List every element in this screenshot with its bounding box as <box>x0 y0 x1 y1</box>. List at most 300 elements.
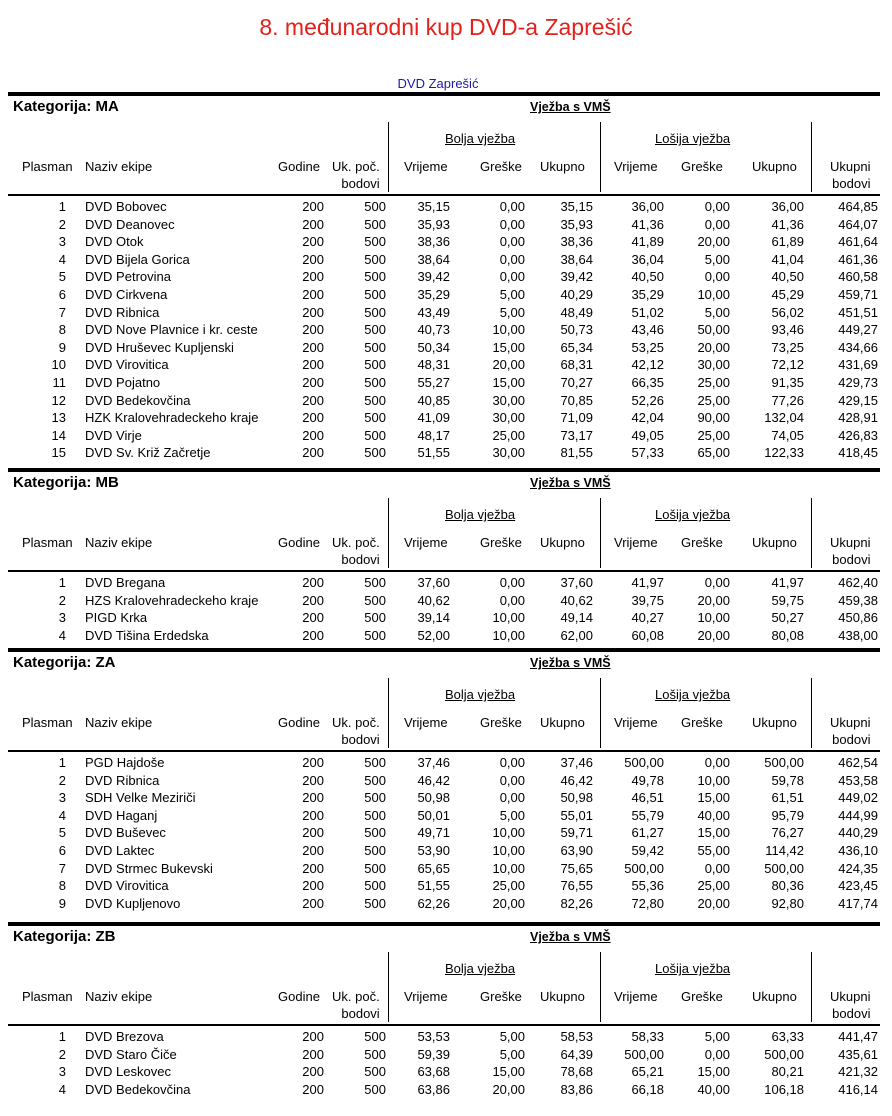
rank-cell: 3 <box>58 790 66 806</box>
column-separator <box>600 498 601 568</box>
total-points-cell: 417,74 <box>838 895 878 911</box>
total-points-cell: 429,15 <box>838 392 878 408</box>
team-header: Naziv ekipe <box>85 715 153 730</box>
exercise-heading: Vježba s VMŠ <box>530 930 611 944</box>
table-row <box>8 374 880 392</box>
worse-total-cell: 36,00 <box>771 199 804 214</box>
years-cell: 200 <box>302 825 324 841</box>
better-total-cell: 71,09 <box>560 410 593 426</box>
exercise-heading: Vježba s VMŠ <box>530 476 611 490</box>
better-time-cell: 53,53 <box>417 1029 450 1044</box>
better-total-cell: 58,53 <box>560 1029 593 1044</box>
rank-cell: 7 <box>58 304 66 320</box>
better-total-cell: 73,17 <box>560 427 593 443</box>
better-time-cell: 53,90 <box>417 843 450 858</box>
years-cell: 200 <box>302 878 324 894</box>
better-total-cell: 78,68 <box>560 1064 593 1080</box>
column-separator <box>600 952 601 1022</box>
better-time-cell: 62,26 <box>417 895 450 911</box>
rank-cell: 1 <box>58 1029 66 1044</box>
ukupno-header-1: Ukupno <box>540 715 585 730</box>
worse-total-cell: 56,02 <box>771 304 804 320</box>
table-row <box>8 860 880 878</box>
better-time-cell: 50,34 <box>417 339 450 355</box>
better-penalty-cell: 15,00 <box>492 339 525 355</box>
start-points-cell: 500 <box>364 627 386 643</box>
worse-total-cell: 500,00 <box>764 1046 804 1062</box>
years-cell: 200 <box>302 322 324 338</box>
worse-penalty-cell: 15,00 <box>697 825 730 841</box>
years-cell: 200 <box>302 860 324 876</box>
worse-penalty-cell: 0,00 <box>704 1046 730 1062</box>
rank-cell: 2 <box>58 592 66 608</box>
start-points-header <box>332 158 380 192</box>
team-name-cell: DVD Strmec Bukevski <box>85 860 213 876</box>
better-time-cell: 35,93 <box>417 216 450 232</box>
table-row <box>8 356 880 374</box>
column-separator <box>811 952 812 1022</box>
total-points-cell: 438,00 <box>838 627 878 643</box>
table-row <box>8 772 880 790</box>
worse-total-cell: 500,00 <box>764 755 804 770</box>
section-top-rule <box>8 468 880 472</box>
team-name-cell: PIGD Krka <box>85 610 148 626</box>
worse-penalty-cell: 50,00 <box>697 322 730 338</box>
header-rule <box>8 194 880 196</box>
worse-time-cell: 36,04 <box>631 251 664 267</box>
better-time-cell: 43,49 <box>417 304 450 320</box>
worse-penalty-cell: 10,00 <box>697 287 730 302</box>
start-points-header <box>332 534 380 568</box>
table-row <box>8 233 880 251</box>
ukupno-header-1: Ukupno <box>540 535 585 550</box>
worse-total-cell: 40,50 <box>771 269 804 285</box>
table-row <box>8 754 880 772</box>
start-points-header-line2: bodovi <box>341 176 380 191</box>
years-cell: 200 <box>302 216 324 232</box>
total-points-cell: 464,07 <box>838 216 878 232</box>
rank-cell: 9 <box>58 339 66 355</box>
years-cell: 200 <box>302 1029 324 1044</box>
vrijeme-header-1: Vrijeme <box>404 159 448 174</box>
team-name-cell: DVD Leskovec <box>85 1064 171 1080</box>
better-penalty-cell: 5,00 <box>499 1046 525 1062</box>
worse-time-cell: 500,00 <box>624 755 664 770</box>
worse-penalty-cell: 5,00 <box>704 304 730 320</box>
team-name-cell: DVD Bijela Gorica <box>85 251 190 267</box>
rank-cell: 11 <box>52 375 66 390</box>
better-time-cell: 37,60 <box>417 575 450 590</box>
rank-cell: 1 <box>58 575 66 590</box>
ukupno-header-2: Ukupno <box>752 715 797 730</box>
better-total-cell: 75,65 <box>560 860 593 876</box>
team-header: Naziv ekipe <box>85 989 153 1004</box>
better-penalty-cell: 5,00 <box>499 807 525 823</box>
greske-header-1: Greške <box>480 989 522 1004</box>
worse-penalty-cell: 25,00 <box>697 392 730 408</box>
better-penalty-cell: 15,00 <box>492 375 525 390</box>
worse-time-cell: 46,51 <box>631 790 664 806</box>
column-separator <box>388 678 389 748</box>
better-total-cell: 37,60 <box>560 575 593 590</box>
worse-total-cell: 61,51 <box>771 790 804 806</box>
better-total-cell: 83,86 <box>560 1081 593 1097</box>
worse-time-cell: 40,27 <box>631 610 664 626</box>
team-name-cell: DVD Ribnica <box>85 772 160 788</box>
table-row <box>8 1063 880 1081</box>
worse-time-cell: 42,04 <box>631 410 664 426</box>
better-time-cell: 35,29 <box>417 287 450 302</box>
better-total-cell: 70,27 <box>560 375 593 390</box>
years-cell: 200 <box>302 1064 324 1080</box>
rank-cell: 9 <box>58 895 66 911</box>
better-total-cell: 76,55 <box>560 878 593 894</box>
start-points-cell: 500 <box>364 575 386 590</box>
table-row <box>8 592 880 610</box>
better-penalty-cell: 30,00 <box>492 410 525 426</box>
better-penalty-cell: 10,00 <box>492 860 525 876</box>
better-total-cell: 55,01 <box>560 807 593 823</box>
rank-cell: 15 <box>51 445 66 461</box>
worse-total-cell: 92,80 <box>771 895 804 911</box>
worse-time-cell: 52,26 <box>631 392 664 408</box>
better-penalty-cell: 0,00 <box>499 592 525 608</box>
ukupno-header-2: Ukupno <box>752 159 797 174</box>
worse-time-cell: 41,36 <box>631 216 664 232</box>
greske-header-2: Greške <box>681 535 723 550</box>
years-cell: 200 <box>302 772 324 788</box>
table-row <box>8 895 880 913</box>
worse-time-cell: 40,50 <box>631 269 664 285</box>
start-points-cell: 500 <box>364 445 386 461</box>
category-title: Kategorija: ZB <box>13 928 116 945</box>
total-points-cell: 449,27 <box>838 322 878 338</box>
vrijeme-header-2: Vrijeme <box>614 159 658 174</box>
years-cell: 200 <box>302 392 324 408</box>
column-separator <box>811 678 812 748</box>
start-points-cell: 500 <box>364 410 386 426</box>
worse-total-cell: 80,08 <box>771 627 804 643</box>
total-points-cell: 440,29 <box>838 825 878 841</box>
better-penalty-cell: 15,00 <box>492 1064 525 1080</box>
worse-penalty-cell: 20,00 <box>697 592 730 608</box>
category-title: Kategorija: ZA <box>13 654 116 671</box>
better-time-cell: 35,15 <box>417 199 450 214</box>
total-points-cell: 450,86 <box>838 610 878 626</box>
worse-total-cell: 114,42 <box>765 843 804 858</box>
rank-cell: 1 <box>58 755 66 770</box>
greske-header-2: Greške <box>681 715 723 730</box>
worse-total-cell: 41,36 <box>771 216 804 232</box>
ukupno-header-1: Ukupno <box>540 159 585 174</box>
years-header: Godine <box>278 159 320 174</box>
years-cell: 200 <box>302 339 324 355</box>
worse-total-cell: 72,12 <box>771 357 804 373</box>
better-penalty-cell: 0,00 <box>499 755 525 770</box>
worse-total-cell: 76,27 <box>771 825 804 841</box>
better-penalty-cell: 20,00 <box>492 1081 525 1097</box>
start-points-cell: 500 <box>364 375 386 390</box>
header-rule <box>8 1024 880 1026</box>
worse-time-cell: 500,00 <box>624 860 664 876</box>
worse-penalty-cell: 10,00 <box>697 610 730 626</box>
worse-time-cell: 66,35 <box>631 375 664 390</box>
better-time-cell: 38,64 <box>417 251 450 267</box>
vrijeme-header-1: Vrijeme <box>404 535 448 550</box>
worse-penalty-cell: 25,00 <box>697 878 730 894</box>
worse-time-cell: 61,27 <box>631 825 664 841</box>
total-points-header-line2: bodovi <box>832 732 871 747</box>
better-time-cell: 40,85 <box>417 392 450 408</box>
better-exercise-heading: Bolja vježba <box>445 131 516 146</box>
better-penalty-cell: 25,00 <box>492 427 525 443</box>
better-total-cell: 82,26 <box>560 895 593 911</box>
team-name-cell: DVD Staro Čiče <box>85 1046 177 1062</box>
exercise-heading: Vježba s VMŠ <box>530 656 611 670</box>
rank-cell: 10 <box>51 357 66 373</box>
worse-total-cell: 59,75 <box>771 592 804 608</box>
team-name-cell: DVD Cirkvena <box>85 287 168 302</box>
table-row <box>8 877 880 895</box>
worse-time-cell: 35,29 <box>631 287 664 302</box>
worse-penalty-cell: 0,00 <box>704 216 730 232</box>
better-total-cell: 35,93 <box>560 216 593 232</box>
worse-penalty-cell: 10,00 <box>697 772 730 788</box>
better-time-cell: 49,71 <box>417 825 450 841</box>
worse-exercise-heading: Lošija vježba <box>655 131 731 146</box>
worse-time-cell: 58,33 <box>631 1029 664 1044</box>
rank-cell: 7 <box>58 860 66 876</box>
years-header: Godine <box>278 535 320 550</box>
better-total-cell: 48,49 <box>560 304 593 320</box>
total-points-cell: 416,14 <box>838 1081 878 1097</box>
better-total-cell: 38,64 <box>560 251 593 267</box>
worse-total-cell: 41,04 <box>771 251 804 267</box>
better-total-cell: 38,36 <box>560 234 593 250</box>
rank-cell: 2 <box>58 1046 66 1062</box>
better-penalty-cell: 10,00 <box>492 843 525 858</box>
start-points-cell: 500 <box>364 772 386 788</box>
rank-cell: 4 <box>58 251 66 267</box>
total-points-cell: 424,35 <box>838 860 878 876</box>
start-points-cell: 500 <box>364 199 386 214</box>
rank-cell: 1 <box>58 199 66 214</box>
page-title: 8. međunarodni kup DVD-a Zaprešić <box>259 14 633 40</box>
total-points-cell: 436,10 <box>838 843 878 858</box>
team-name-cell: DVD Otok <box>85 234 144 250</box>
total-points-cell: 461,64 <box>838 234 878 250</box>
years-cell: 200 <box>302 627 324 643</box>
worse-penalty-cell: 5,00 <box>704 251 730 267</box>
total-points-cell: 459,71 <box>838 287 878 302</box>
years-cell: 200 <box>302 375 324 390</box>
worse-total-cell: 122,33 <box>764 445 804 461</box>
worse-penalty-cell: 5,00 <box>704 1029 730 1044</box>
better-penalty-cell: 10,00 <box>492 825 525 841</box>
better-time-cell: 48,31 <box>417 357 450 373</box>
worse-time-cell: 57,33 <box>631 445 664 461</box>
worse-time-cell: 72,80 <box>631 895 664 911</box>
worse-penalty-cell: 0,00 <box>704 269 730 285</box>
worse-penalty-cell: 0,00 <box>704 755 730 770</box>
category-title: Kategorija: MA <box>13 98 119 115</box>
table-row <box>8 216 880 234</box>
better-total-cell: 65,34 <box>560 339 593 355</box>
better-time-cell: 63,68 <box>417 1064 450 1080</box>
worse-penalty-cell: 25,00 <box>697 427 730 443</box>
team-name-cell: DVD Bedekovčina <box>85 1081 191 1097</box>
better-penalty-cell: 0,00 <box>499 234 525 250</box>
worse-penalty-cell: 90,00 <box>697 410 730 426</box>
better-total-cell: 37,46 <box>560 755 593 770</box>
table-row <box>8 268 880 286</box>
rank-cell: 3 <box>58 610 66 626</box>
team-name-cell: PGD Hajdoše <box>85 755 165 770</box>
worse-total-cell: 59,78 <box>771 772 804 788</box>
better-penalty-cell: 10,00 <box>492 322 525 338</box>
table-row <box>8 1028 880 1046</box>
team-name-cell: DVD Haganj <box>85 807 158 823</box>
better-total-cell: 49,14 <box>560 610 593 626</box>
total-points-cell: 464,85 <box>838 199 878 214</box>
team-name-cell: DVD Bedekovčina <box>85 392 191 408</box>
better-time-cell: 48,17 <box>417 427 450 443</box>
years-cell: 200 <box>302 269 324 285</box>
worse-total-cell: 91,35 <box>771 375 804 390</box>
rank-cell: 4 <box>58 627 66 643</box>
plasman-header: Plasman <box>22 535 73 550</box>
total-points-cell: 428,91 <box>838 410 878 426</box>
start-points-header-line1: Uk. poč. <box>332 989 380 1004</box>
better-penalty-cell: 0,00 <box>499 216 525 232</box>
better-time-cell: 41,09 <box>417 410 450 426</box>
worse-penalty-cell: 40,00 <box>697 807 730 823</box>
start-points-cell: 500 <box>364 251 386 267</box>
total-points-cell: 435,61 <box>838 1046 878 1062</box>
table-row <box>8 409 880 427</box>
table-row <box>8 198 880 216</box>
total-points-cell: 426,83 <box>838 427 878 443</box>
total-points-header <box>830 988 870 1022</box>
better-total-cell: 46,42 <box>560 772 593 788</box>
better-time-cell: 55,27 <box>417 375 450 390</box>
worse-penalty-cell: 20,00 <box>697 627 730 643</box>
start-points-cell: 500 <box>364 843 386 858</box>
total-points-header-line1: Ukupni <box>830 715 871 730</box>
column-separator <box>388 952 389 1022</box>
better-total-cell: 68,31 <box>560 357 593 373</box>
team-name-cell: SDH Velke Meziriči <box>85 790 196 806</box>
worse-exercise-heading: Lošija vježba <box>655 687 731 702</box>
team-name-cell: DVD Buševec <box>85 825 166 841</box>
years-cell: 200 <box>302 807 324 823</box>
start-points-cell: 500 <box>364 1064 386 1080</box>
better-time-cell: 39,14 <box>417 610 450 626</box>
worse-time-cell: 500,00 <box>624 1046 664 1062</box>
better-penalty-cell: 0,00 <box>499 269 525 285</box>
start-points-cell: 500 <box>364 287 386 302</box>
vrijeme-header-2: Vrijeme <box>614 535 658 550</box>
total-points-header-line1: Ukupni <box>830 159 871 174</box>
worse-total-cell: 500,00 <box>764 860 804 876</box>
worse-penalty-cell: 15,00 <box>697 790 730 806</box>
total-points-cell: 444,99 <box>838 807 878 823</box>
years-cell: 200 <box>302 234 324 250</box>
exercise-heading: Vježba s VMŠ <box>530 100 611 114</box>
table-row <box>8 627 880 645</box>
worse-penalty-cell: 65,00 <box>697 445 730 461</box>
worse-total-cell: 80,36 <box>771 878 804 894</box>
rank-cell: 12 <box>51 392 66 408</box>
team-name-cell: DVD Virje <box>85 427 142 443</box>
team-name-cell: DVD Ribnica <box>85 304 160 320</box>
table-row <box>8 1081 880 1099</box>
better-exercise-heading: Bolja vježba <box>445 961 516 976</box>
start-points-cell: 500 <box>364 339 386 355</box>
worse-time-cell: 39,75 <box>631 592 664 608</box>
team-name-cell: DVD Bregana <box>85 575 166 590</box>
years-cell: 200 <box>302 755 324 770</box>
column-separator <box>811 498 812 568</box>
vrijeme-header-2: Vrijeme <box>614 715 658 730</box>
total-points-header <box>830 158 870 192</box>
start-points-cell: 500 <box>364 860 386 876</box>
years-cell: 200 <box>302 287 324 302</box>
column-separator <box>600 678 601 748</box>
total-points-cell: 462,54 <box>838 755 878 770</box>
ukupno-header-2: Ukupno <box>752 989 797 1004</box>
start-points-cell: 500 <box>364 592 386 608</box>
start-points-header-line1: Uk. poč. <box>332 535 380 550</box>
table-row <box>8 427 880 445</box>
section-top-rule <box>8 648 880 652</box>
start-points-cell: 500 <box>364 234 386 250</box>
worse-time-cell: 59,42 <box>631 843 664 858</box>
years-cell: 200 <box>302 357 324 373</box>
better-time-cell: 51,55 <box>417 878 450 894</box>
team-name-cell: DVD Bobovec <box>85 199 167 214</box>
ukupno-header-1: Ukupno <box>540 989 585 1004</box>
better-total-cell: 63,90 <box>560 843 593 858</box>
better-total-cell: 35,15 <box>560 199 593 214</box>
rank-cell: 4 <box>58 807 66 823</box>
rank-cell: 6 <box>58 287 66 302</box>
rank-cell: 3 <box>58 234 66 250</box>
better-time-cell: 65,65 <box>417 860 450 876</box>
team-name-cell: DVD Sv. Križ Začretje <box>85 445 211 461</box>
worse-time-cell: 36,00 <box>631 199 664 214</box>
better-time-cell: 37,46 <box>417 755 450 770</box>
rank-cell: 2 <box>58 216 66 232</box>
worse-penalty-cell: 40,00 <box>697 1081 730 1097</box>
rank-cell: 2 <box>58 772 66 788</box>
worse-total-cell: 45,29 <box>771 287 804 302</box>
total-points-header-line2: bodovi <box>832 176 871 191</box>
table-row <box>8 304 880 322</box>
start-points-cell: 500 <box>364 790 386 806</box>
worse-time-cell: 49,05 <box>631 427 664 443</box>
better-time-cell: 59,39 <box>417 1046 450 1062</box>
better-time-cell: 40,62 <box>417 592 450 608</box>
start-points-header-line1: Uk. poč. <box>332 159 380 174</box>
better-penalty-cell: 25,00 <box>492 878 525 894</box>
table-row <box>8 339 880 357</box>
start-points-cell: 500 <box>364 895 386 911</box>
rank-cell: 5 <box>58 825 66 841</box>
better-time-cell: 52,00 <box>417 627 450 643</box>
better-penalty-cell: 0,00 <box>499 575 525 590</box>
rank-cell: 4 <box>58 1081 66 1097</box>
